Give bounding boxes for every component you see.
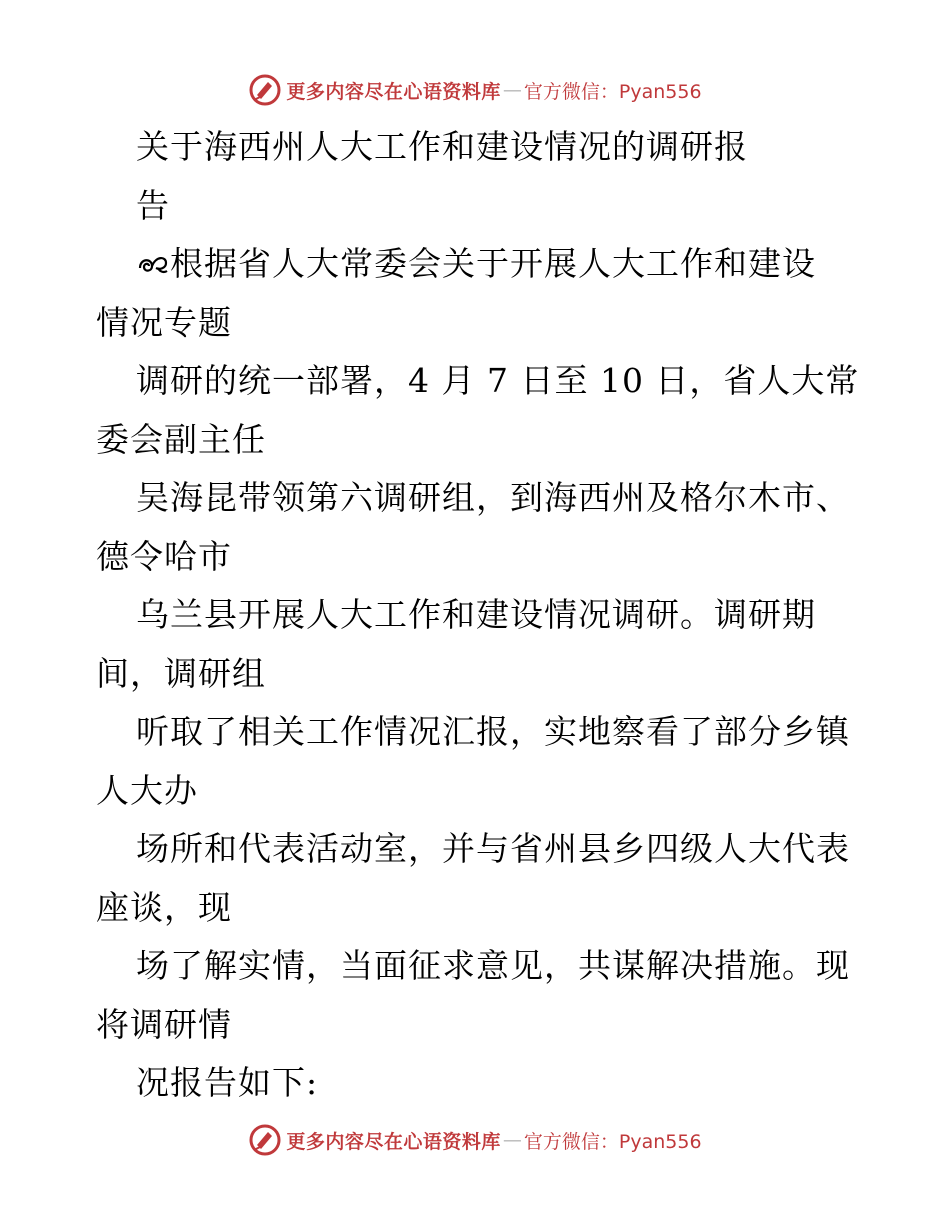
paragraph-line: 德令哈市	[96, 536, 232, 576]
paragraph-line: 调研的统一部署，4 月 7 日至 10 日，省人大常	[136, 361, 860, 400]
watermark-text: 更多内容尽在心语资料库	[286, 80, 501, 103]
paragraph-line: 间，调研组	[96, 653, 266, 693]
logo-icon	[248, 73, 282, 107]
header-watermark	[0, 70, 950, 110]
watermark-text: 更多内容尽在心语资料库	[286, 1130, 501, 1153]
paragraph-line: 根据省人大常委会关于开展人大工作和建设	[96, 235, 866, 294]
watermark-separator: —	[502, 79, 522, 101]
paragraph-line: 委会副主任	[96, 419, 266, 459]
flourish-icon	[136, 250, 170, 278]
watermark-wechat: 官方微信：Pyan556	[523, 1130, 702, 1153]
document-body	[96, 118, 866, 1113]
logo-icon	[248, 1123, 282, 1157]
paragraph-line: 况报告如下:	[136, 1063, 319, 1102]
title-line-2: 告	[136, 185, 170, 225]
paragraph-line: 座谈，现	[96, 887, 232, 927]
paragraph-line: 情况专题	[96, 302, 232, 342]
paragraph-line: 听取了相关工作情况汇报，实地察看了部分乡镇	[136, 712, 850, 751]
paragraph-line: 乌兰县开展人大工作和建设情况调研。调研期	[136, 595, 816, 634]
watermark-wechat: 官方微信：Pyan556	[523, 80, 702, 103]
paragraph-line: 场了解实情，当面征求意见，共谋解决措施。现	[136, 946, 850, 985]
paragraph-line: 人大办	[96, 770, 198, 810]
footer-watermark	[0, 1120, 950, 1160]
watermark-separator: —	[502, 1129, 522, 1151]
paragraph-line: 场所和代表活动室，并与省州县乡四级人大代表	[136, 829, 850, 868]
title-line-1: 关于海西州人大工作和建设情况的调研报	[136, 127, 748, 166]
paragraph-line: 将调研情	[96, 1004, 232, 1044]
paragraph-line: 吴海昆带领第六调研组，到海西州及格尔木市、	[136, 478, 850, 517]
